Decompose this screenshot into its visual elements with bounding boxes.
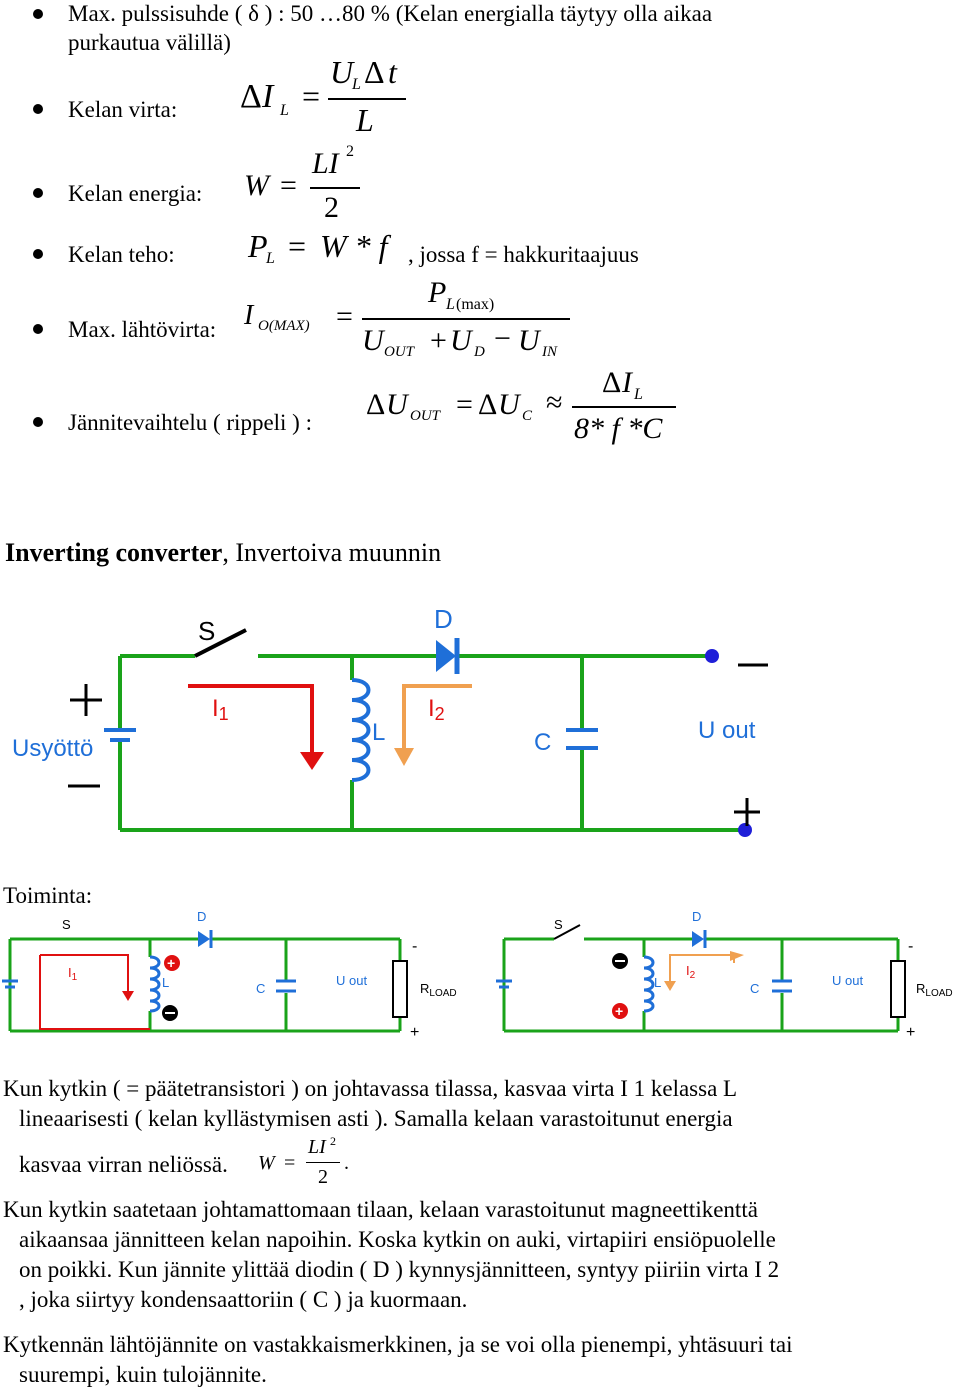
capacitor-label: C <box>534 729 552 756</box>
current-i2-loop <box>670 955 734 985</box>
switching-frequency-note: , jossa f = hakkuritaajuus <box>408 242 639 267</box>
fraction-bar <box>362 318 570 320</box>
supply-battery <box>100 728 140 742</box>
switch-label: S <box>62 917 71 932</box>
inductor-coil <box>150 957 159 1011</box>
operation-heading: Toiminta: <box>3 883 93 908</box>
inductor-label: L <box>654 975 662 990</box>
output-plus: + <box>410 1024 420 1041</box>
heading-bold: Inverting converter <box>5 538 223 567</box>
switch-label: S <box>198 616 216 646</box>
formula-coil-energy: W = LI 2 2 <box>244 143 374 233</box>
diode <box>436 638 457 674</box>
para2-line1: Kun kytkin saatetaan johtamattomaan tilaan, kelaan varastoitunut magneettikenttä <box>3 1197 758 1222</box>
current-i1-arrow <box>188 686 312 758</box>
bullet-dot <box>33 324 43 334</box>
output-plus-sign <box>734 798 760 826</box>
formula-energy-inline: W = LI 2 2 . <box>258 1134 349 1188</box>
output-voltage-label: U out <box>832 973 864 988</box>
fraction-bar <box>572 406 676 408</box>
formula-max-output-current: I O(MAX) = P L (max) U OUT + U D − U IN <box>244 276 584 368</box>
bullet-label-coil-energy: Kelan energia: <box>68 181 203 206</box>
output-minus: - <box>908 938 914 955</box>
diode-label: D <box>692 909 702 924</box>
formula-coil-power: P L = W * f <box>248 228 388 267</box>
output-voltage-label: U out <box>336 973 368 988</box>
svg-text:+: + <box>615 1003 624 1019</box>
load-resistor <box>891 961 905 1017</box>
para1-line1: Kun kytkin ( = päätetransistori ) on johtavassa tilassa, kasvaa virta I 1 kelassa L <box>3 1076 738 1101</box>
inductor-coil <box>352 680 369 780</box>
supply-plus-sign <box>70 684 102 716</box>
bullet-dot <box>33 417 43 427</box>
inductor-label: L <box>162 975 170 990</box>
output-plus: + <box>906 1024 916 1041</box>
diode <box>198 931 210 947</box>
bullet-dot <box>33 188 43 198</box>
bullet-dot <box>33 249 43 259</box>
inductor-label: L <box>372 719 386 746</box>
formula-coil-current: Δ I L = U L Δ t L <box>240 58 420 148</box>
switch-label: S <box>554 917 563 932</box>
bullet-label-coil-power: Kelan teho: <box>68 242 175 267</box>
bullet-label-ripple: Jännitevaihtelu ( rippeli ) : <box>68 410 312 435</box>
capacitor-label: C <box>750 981 760 996</box>
bullet-text-pulse-ratio-cont: purkautua välillä) <box>68 30 231 55</box>
inverting-converter-diagram <box>0 590 960 860</box>
svg-text:+: + <box>167 955 176 971</box>
fraction-bar <box>310 187 360 189</box>
heading-rest: , Invertoiva muunnin <box>222 538 442 567</box>
load-resistor <box>393 961 407 1017</box>
bullet-label-coil-current: Kelan virta: <box>68 97 178 122</box>
current-i2-label: $I_2$ <box>686 963 696 981</box>
operation-diagram-switch-open <box>494 905 960 1045</box>
current-i1-label: $I_1$ <box>68 965 78 983</box>
para1-line2: lineaarisesti ( kelan kyllästymisen asti ). Samalla kelaan varastoitunut energia <box>19 1106 733 1131</box>
para2-line2: aikaansaa jännitteen kelan napoihin. Koska kytkin on auki, virtapiiri ensiöpuolelle <box>19 1227 776 1252</box>
bullet-dot <box>33 9 43 19</box>
load-label: $R_{LOAD}$ <box>916 981 953 999</box>
para3-line2: suurempi, kuin tulojännite. <box>19 1362 267 1387</box>
diode-label: D <box>434 604 453 634</box>
current-i2-label: I2 <box>428 695 445 724</box>
para2-line4: , joka siirtyy kondensaattoriin ( C ) ja kuormaan. <box>19 1287 468 1312</box>
capacitor-label: C <box>256 981 266 996</box>
para2-line3: on poikki. Kun jännite ylittää diodin ( D ) kynnysjännitteen, syntyy piiriin virta I 2 <box>19 1257 780 1282</box>
output-terminal-bottom <box>738 823 752 837</box>
section-heading <box>5 537 441 569</box>
current-i1-loop <box>40 955 150 1029</box>
bullet-text-pulse-ratio: Max. pulssisuhde ( δ ) : 50 …80 % (Kelan energialla täytyy olla aikaa <box>68 1 713 26</box>
diode <box>692 931 704 947</box>
bullet-label-max-output-current: Max. lähtövirta: <box>68 317 217 342</box>
para1-line3: kasvaa virran neliössä. <box>19 1152 228 1177</box>
diode-label: D <box>197 909 207 924</box>
load-label: $R_{LOAD}$ <box>420 981 457 999</box>
inductor-coil <box>644 957 653 1011</box>
supply-label: Usyöttö <box>12 735 94 762</box>
output-minus: - <box>412 938 418 955</box>
formula-ripple: Δ U OUT = Δ U C ≈ Δ I L 8* f *C <box>366 366 686 458</box>
current-i1-label: I1 <box>212 695 229 724</box>
capacitor <box>566 730 598 748</box>
output-voltage-label: U out <box>698 717 756 744</box>
para3-line1: Kytkennän lähtöjännite on vastakkaismerkkinen, ja se voi olla pienempi, yhtäsuuri tai <box>3 1332 793 1357</box>
fraction-bar <box>328 98 406 100</box>
output-terminal-top <box>705 649 719 663</box>
operation-diagram-switch-closed <box>0 905 470 1045</box>
fraction-bar <box>306 1162 340 1163</box>
bullet-dot <box>33 104 43 114</box>
